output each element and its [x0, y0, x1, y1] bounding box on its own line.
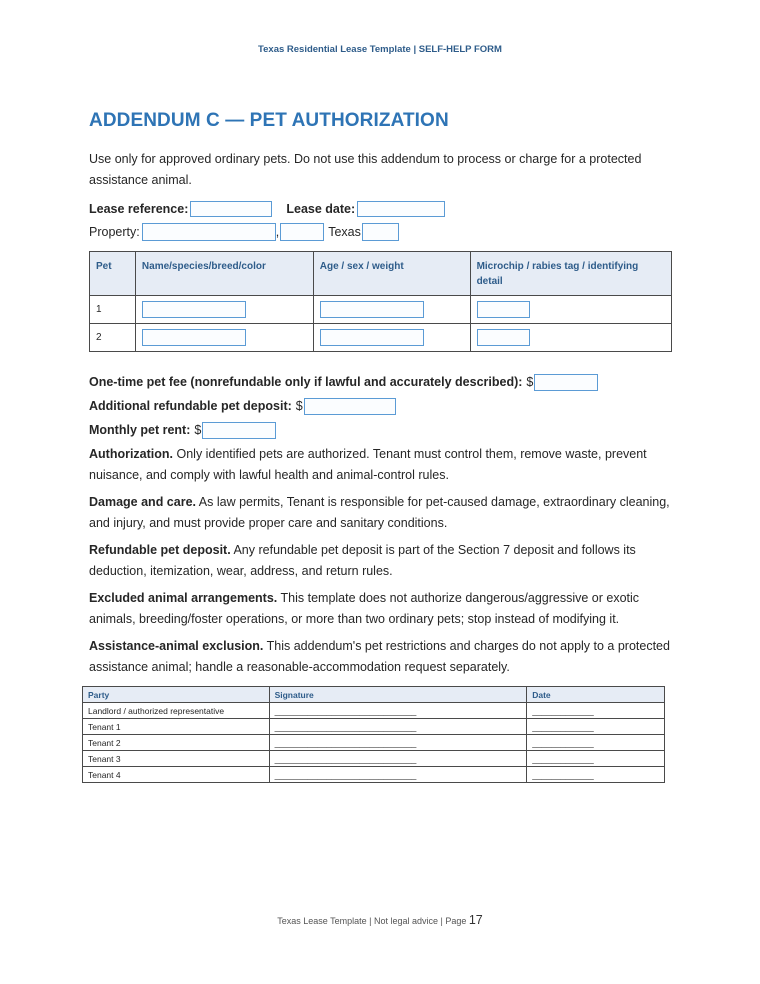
- pet-table-header-row: [90, 252, 672, 296]
- table-row: [83, 767, 665, 783]
- signature-table-header: Date: [527, 687, 665, 703]
- lease-reference-label: Lease reference:: [89, 202, 189, 216]
- paragraph-heading: Excluded animal arrangements.: [89, 591, 278, 605]
- pet-name-field[interactable]: [142, 329, 246, 346]
- signature-line[interactable]: ______________________________: [269, 703, 527, 719]
- date-line[interactable]: _____________: [527, 767, 665, 783]
- table-row: [90, 296, 672, 324]
- deposit-paragraph: [89, 540, 679, 581]
- paragraph-heading: Refundable pet deposit.: [89, 543, 231, 557]
- property-comma: ,: [275, 225, 280, 239]
- pet-microchip-field[interactable]: [477, 329, 530, 346]
- party-name: Landlord / authorized representative: [83, 703, 270, 719]
- signature-line[interactable]: ______________________________: [269, 751, 527, 767]
- lease-date-field[interactable]: [357, 201, 445, 217]
- table-row: [90, 324, 672, 352]
- date-line[interactable]: _____________: [527, 735, 665, 751]
- pet-table-header: Name/species/breed/color: [135, 252, 313, 296]
- page-header: Texas Residential Lease Template | SELF-HELP FORM: [258, 44, 502, 55]
- pet-table-header: Microchip / rabies tag / identifying detail: [470, 252, 671, 296]
- signature-table-header-row: [83, 687, 665, 703]
- pet-table: [89, 251, 672, 352]
- lease-date-label: Lease date:: [286, 202, 356, 216]
- currency-symbol: $: [194, 423, 202, 437]
- party-name: Tenant 1: [83, 719, 270, 735]
- paragraph-heading: Assistance-animal exclusion.: [89, 639, 264, 653]
- lease-reference-row: [89, 199, 445, 219]
- party-name: Tenant 4: [83, 767, 270, 783]
- paragraph-body: This addendum's pet restrictions and charges do not apply to a protected assistance animal; handle a reasonable-accommodation request separately.: [89, 639, 670, 674]
- paragraph-heading: Damage and care.: [89, 495, 196, 509]
- signature-line[interactable]: ______________________________: [269, 719, 527, 735]
- page-number: 17: [468, 913, 483, 927]
- property-address-field[interactable]: [142, 223, 276, 241]
- lease-reference-field[interactable]: [190, 201, 272, 217]
- property-zip-field[interactable]: [362, 223, 399, 241]
- signature-line[interactable]: ______________________________: [269, 767, 527, 783]
- pet-name-field[interactable]: [142, 301, 246, 318]
- deposit-field[interactable]: [304, 398, 396, 415]
- paragraph-body: As law permits, Tenant is responsible for pet-caused damage, extraordinary cleaning, and injury, and must provide proper care and sanitary conditions.: [89, 495, 670, 530]
- party-name: Tenant 2: [83, 735, 270, 751]
- date-line[interactable]: _____________: [527, 719, 665, 735]
- pet-number: 1: [90, 296, 136, 324]
- rent-field[interactable]: [202, 422, 276, 439]
- assistance-paragraph: [89, 636, 679, 677]
- table-row: [83, 735, 665, 751]
- signature-table-header: Party: [83, 687, 270, 703]
- table-row: [83, 751, 665, 767]
- damage-paragraph: [89, 492, 679, 533]
- deposit-label: Additional refundable pet deposit:: [89, 399, 292, 413]
- property-label: Property:: [89, 225, 140, 239]
- property-city-field[interactable]: [280, 223, 324, 241]
- date-line[interactable]: _____________: [527, 751, 665, 767]
- table-row: [83, 719, 665, 735]
- rent-label: Monthly pet rent:: [89, 423, 191, 437]
- pet-age-field[interactable]: [320, 301, 424, 318]
- pet-table-header: Pet: [90, 252, 136, 296]
- party-name: Tenant 3: [83, 751, 270, 767]
- table-row: [83, 703, 665, 719]
- page-footer: [0, 913, 760, 927]
- currency-symbol: $: [526, 375, 534, 389]
- one-time-fee-row: [89, 372, 598, 392]
- property-state: Texas: [328, 225, 361, 239]
- property-row: [89, 222, 399, 242]
- deposit-row: [89, 396, 396, 416]
- excluded-paragraph: [89, 588, 679, 629]
- footer-text: Texas Lease Template | Not legal advice | Page: [277, 916, 469, 926]
- one-time-fee-field[interactable]: [534, 374, 598, 391]
- pet-table-header: Age / sex / weight: [313, 252, 470, 296]
- pet-age-field[interactable]: [320, 329, 424, 346]
- signature-table: [82, 686, 665, 783]
- rent-row: [89, 420, 276, 440]
- pet-number: 2: [90, 324, 136, 352]
- paragraph-body: Only identified pets are authorized. Tenant must control them, remove waste, prevent nuisance, and comply with lawful health and animal-control rules.: [89, 447, 647, 482]
- paragraph-body: This template does not authorize dangerous/aggressive or exotic animals, breeding/foster operations, or more than two ordinary pets; stop instead of modifying it.: [89, 591, 640, 626]
- paragraph-heading: Authorization.: [89, 447, 174, 461]
- page-title: ADDENDUM C — PET AUTHORIZATION: [89, 110, 449, 131]
- pet-microchip-field[interactable]: [477, 301, 530, 318]
- one-time-fee-label: One-time pet fee (nonrefundable only if lawful and accurately described):: [89, 375, 523, 389]
- signature-table-header: Signature: [269, 687, 527, 703]
- currency-symbol: $: [295, 399, 303, 413]
- authorization-paragraph: [89, 444, 679, 485]
- date-line[interactable]: _____________: [527, 703, 665, 719]
- intro-text: Use only for approved ordinary pets. Do not use this addendum to process or charge for a protected assistance animal.: [89, 152, 642, 187]
- signature-line[interactable]: ______________________________: [269, 735, 527, 751]
- paragraph-body: Any refundable pet deposit is part of the Section 7 deposit and follows its deduction, itemization, wear, address, and return rules.: [89, 543, 636, 578]
